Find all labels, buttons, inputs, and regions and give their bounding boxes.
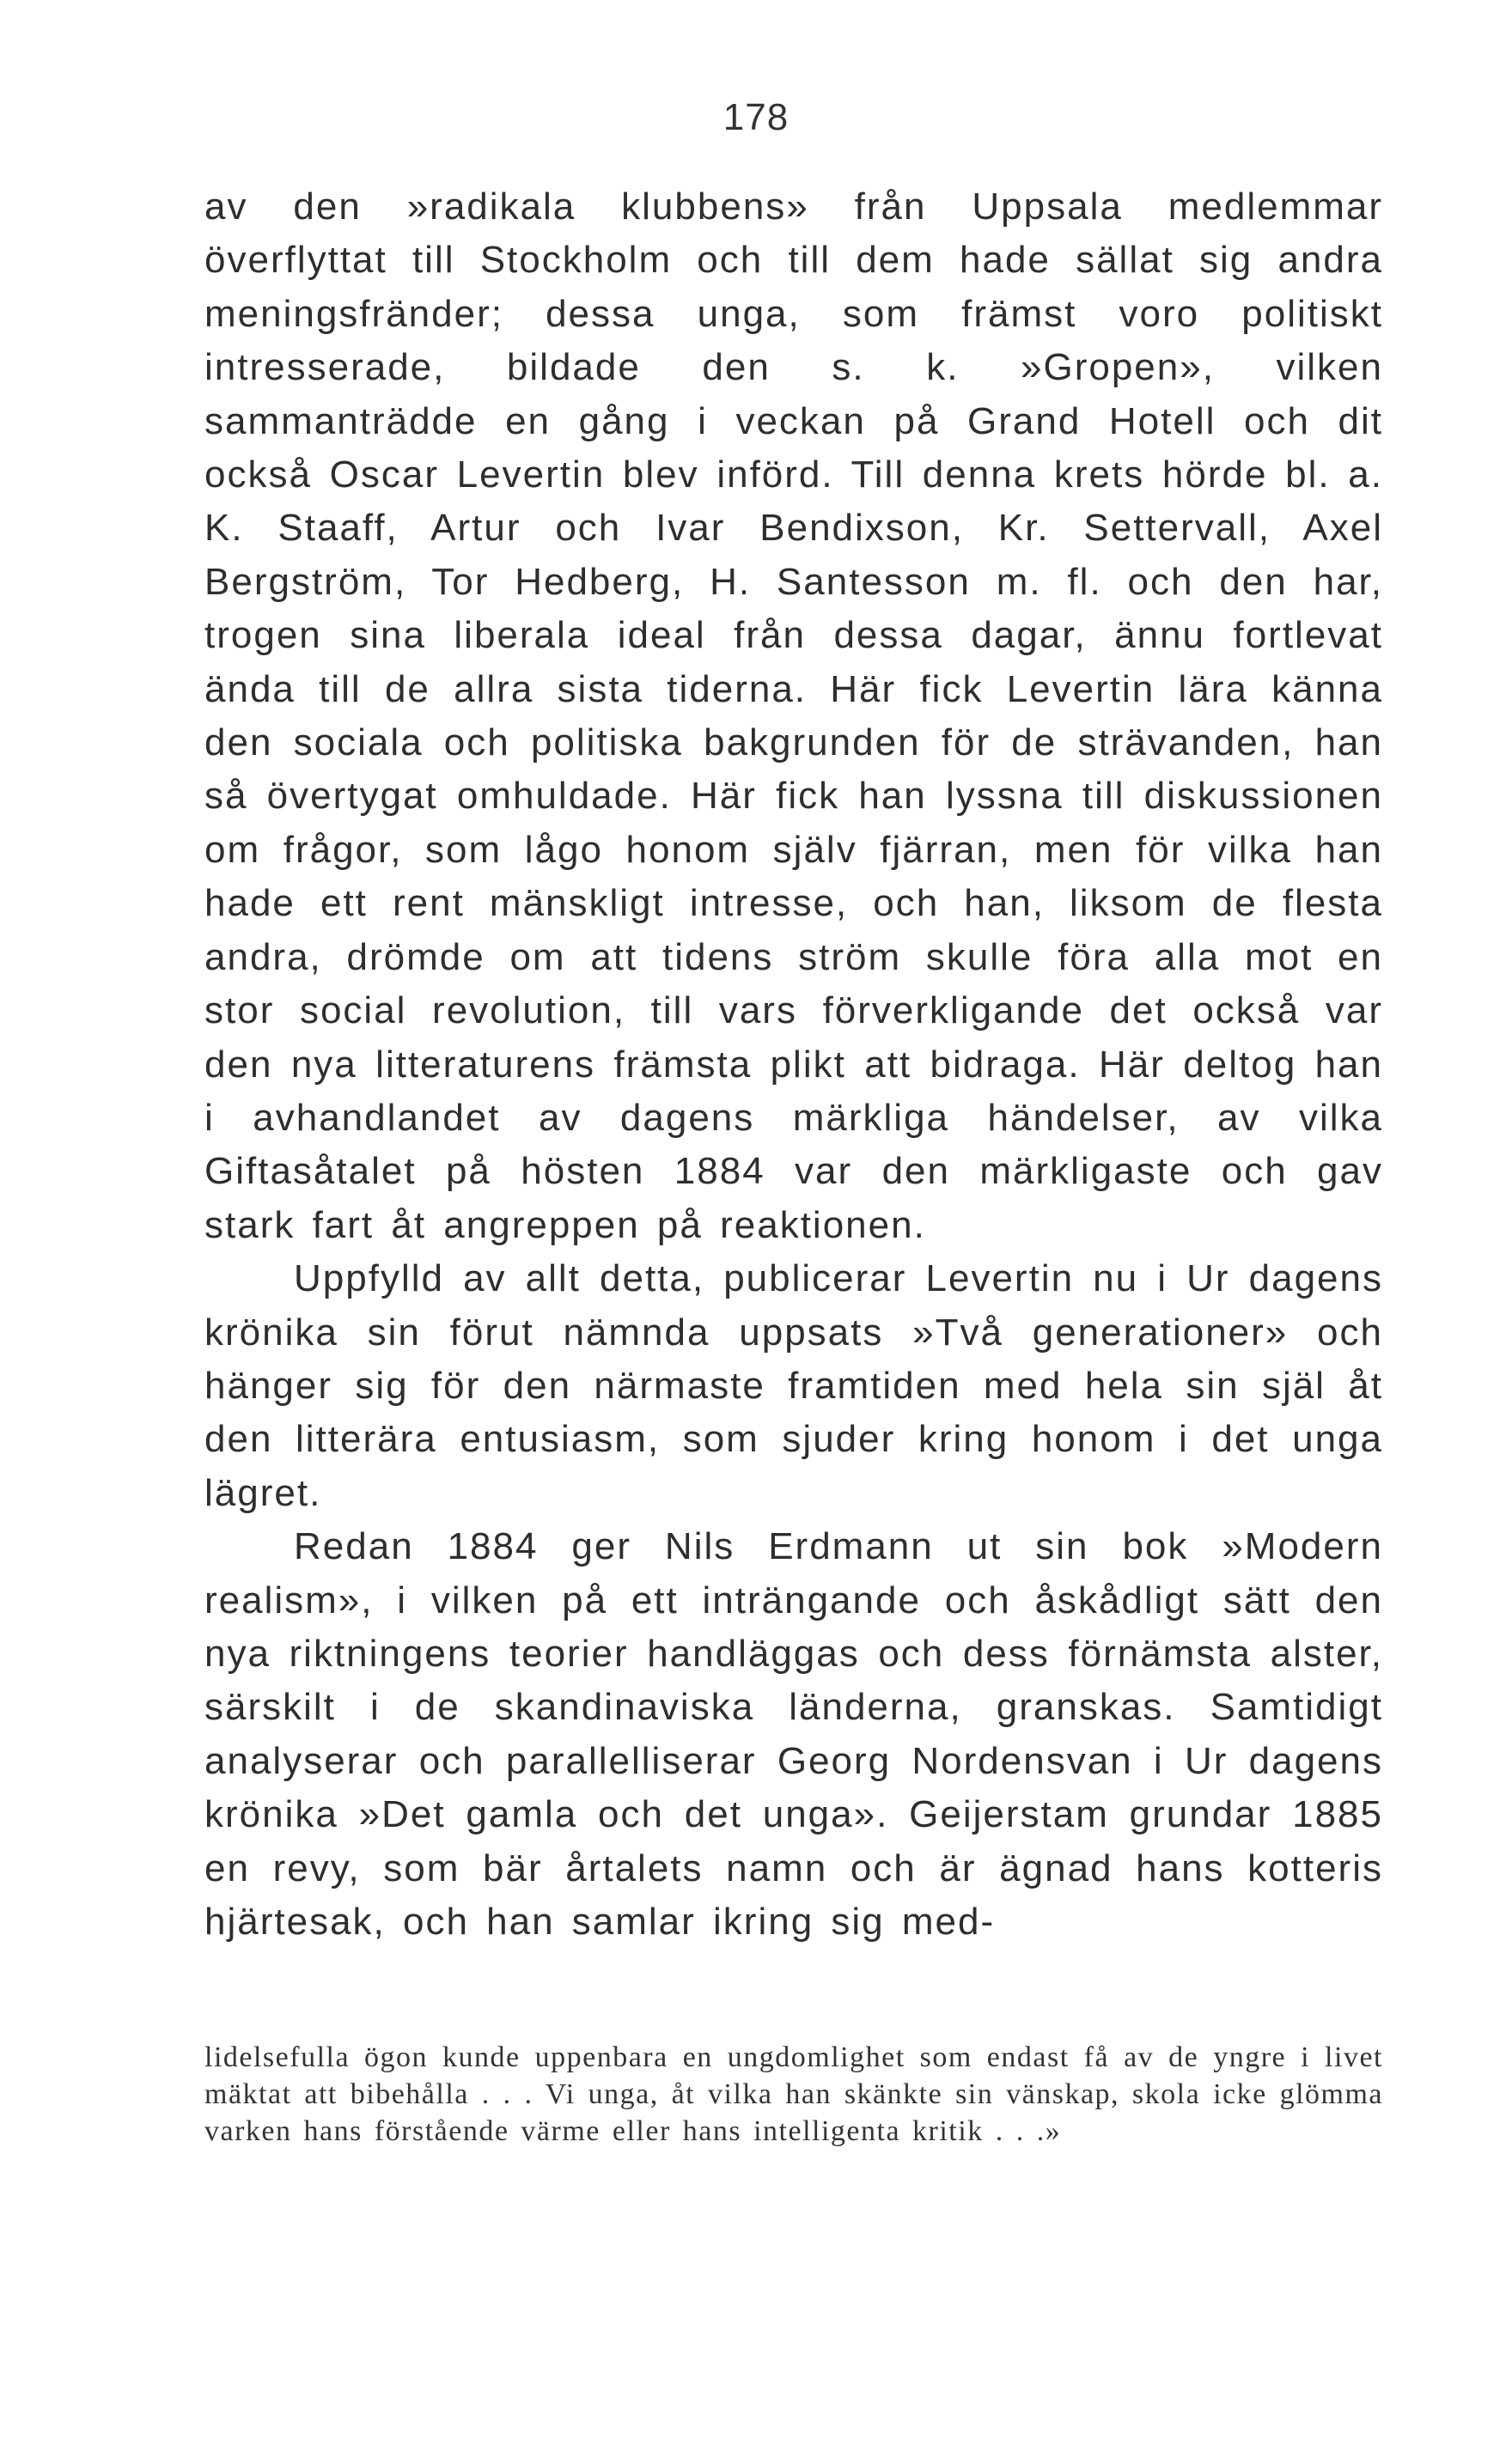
footnote: lidelsefulla ögon kunde uppenbara en ungdomlighet som endast få av de yngre i livet mäktat att bibehålla . . . Vi unga, åt vilka han skänkte sin vänskap, skola icke glömma varken hans förstående värme eller hans intelligenta kritik . . .»: [204, 2041, 1383, 2147]
main-text: [204, 180, 1383, 1949]
paragraph: Uppfylld av allt detta, publicerar Levertin nu i Ur dagens krönika sin förut nämnda uppsats »Två generationer» och hänger sig för den närmaste framtiden med hela sin själ åt den litterära entusiasm, som sjuder kring honom i det unga lägret.: [204, 1257, 1383, 1514]
page-number: 178: [722, 96, 790, 138]
paragraph: av den »radikala klubbens» från Uppsala medlemmar överflyttat till Stockholm och till dem hade sällat sig andra meningsfränder; dessa unga, som främst voro politiskt intresserade, bildade den s. k. »Gropen», vilken sammanträdde en gång i veckan på Grand Hotell och dit också Oscar Levertin blev införd. Till denna krets hörde bl. a. K. Staaff, Artur och Ivar Bendixson, Kr. Settervall, Axel Bergström, Tor Hedberg, H. Santesson m. fl. och den har, trogen sina liberala ideal från dessa dagar, ännu fortlevat ända till de allra sista tiderna. Här fick Levertin lära känna den sociala och politiska bakgrunden för de strävanden, han så övertygat omhuldade. Här fick han lyssna till diskussionen om frågor, som lågo honom själv fjärran, men för vilka han hade ett rent mänskligt intresse, och han, liksom de flesta andra, drömde om att tidens ström skulle föra alla mot en stor social revolution, till vars förverkligande det också var den nya litteraturens främsta plikt att bidraga. Här deltog han i avhandlandet av dagens märkliga händelser, av vilka Giftasåtalet på hösten 1884 var den märkligaste och gav stark fart åt angreppen på reaktionen.: [204, 186, 1383, 1246]
paragraph: Redan 1884 ger Nils Erdmann ut sin bok »Modern realism», i vilken på ett inträngande och åskådligt sätt den nya riktningens teorier handläggas och dess förnämsta alster, särskilt i de skandinaviska länderna, granskas. Samtidigt analyserar och parallelliserar Georg Nordensvan i Ur dagens krönika »Det gamla och det unga». Geijerstam grundar 1885 en revy, som bär årtalets namn och är ägnad hans kotteris hjärtesak, och han samlar ikring sig med-: [204, 1525, 1383, 1943]
